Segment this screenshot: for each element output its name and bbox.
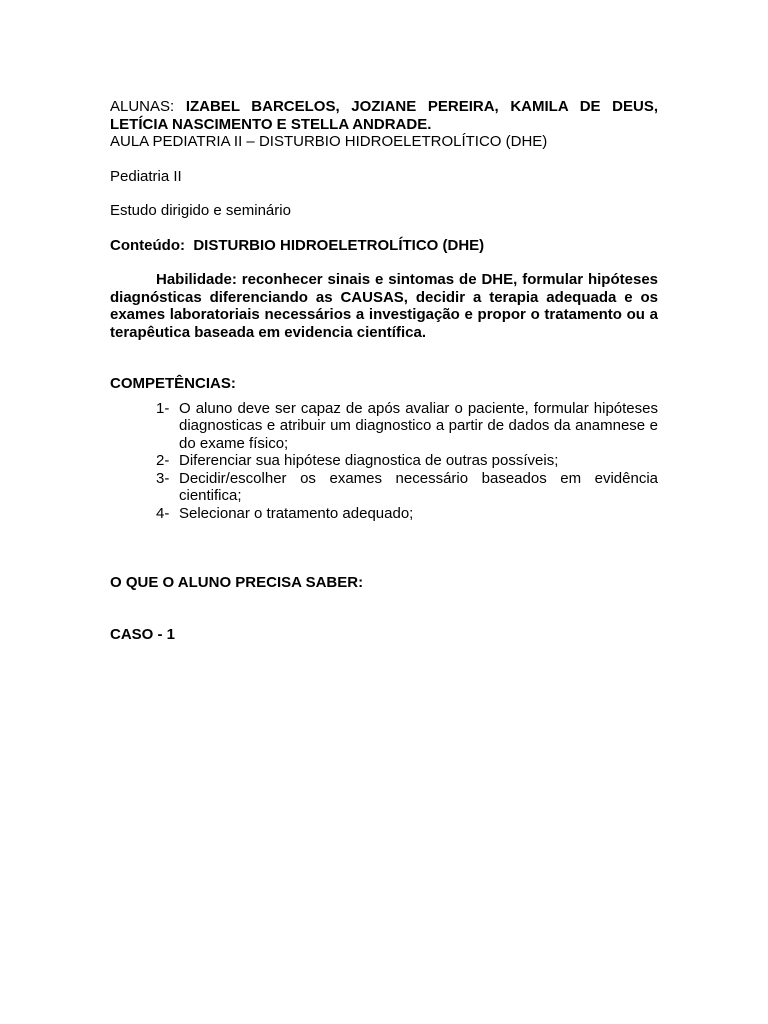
case-heading: CASO - 1 xyxy=(110,625,176,643)
list-item xyxy=(156,452,658,470)
subject-line: Pediatria II xyxy=(110,167,182,185)
list-item-number: 2- xyxy=(156,452,170,469)
competencies-heading: COMPETÊNCIAS: xyxy=(110,375,236,392)
list-item-text: Selecionar o tratamento adequado; xyxy=(179,504,414,522)
what-to-know-heading: O QUE O ALUNO PRECISA SABER: xyxy=(110,574,364,591)
competencies-list xyxy=(110,400,658,523)
list-item xyxy=(156,505,658,523)
study-type-line: Estudo dirigido e seminário xyxy=(110,202,291,219)
list-item-text: O aluno deve ser capaz de após avaliar o paciente, formular hipóteses diagnosticas e atribuir um diagnostico a partir de dados da anamnese e do exame físico; xyxy=(179,399,658,452)
students-label: ALUNAS: xyxy=(110,98,175,115)
list-item xyxy=(156,470,658,505)
students-line xyxy=(110,98,658,133)
list-item-number: 4- xyxy=(156,504,170,522)
list-item-number: 1- xyxy=(156,399,170,417)
skill-paragraph: Habilidade: reconhecer sinais e sintomas de DHE, formular hipóteses diagnósticas diferenciando as CAUSAS, decidir a terapia adequada e os exames laboratoriais necessários a investigação e propor o tratamento ou a terapêutica baseada em evidencia científica. xyxy=(110,271,658,341)
document-page xyxy=(110,98,658,643)
content-value: DISTURBIO HIDROELETROLÍTICO (DHE) xyxy=(193,236,485,254)
content-line xyxy=(110,237,658,255)
class-title: AULA PEDIATRIA II – DISTURBIO HIDROELETROLÍTICO (DHE) xyxy=(110,133,548,150)
list-item xyxy=(156,400,658,453)
list-item-text: Diferenciar sua hipótese diagnostica de outras possíveis; xyxy=(179,452,559,469)
list-item-number: 3- xyxy=(156,469,170,487)
list-item-text: Decidir/escolher os exames necessário baseados em evidência cientifica; xyxy=(179,469,658,504)
content-label: Conteúdo: xyxy=(110,236,185,254)
students-names: IZABEL BARCELOS, JOZIANE PEREIRA, KAMILA DE DEUS, LETÍCIA NASCIMENTO E STELLA ANDRADE. xyxy=(110,98,658,133)
